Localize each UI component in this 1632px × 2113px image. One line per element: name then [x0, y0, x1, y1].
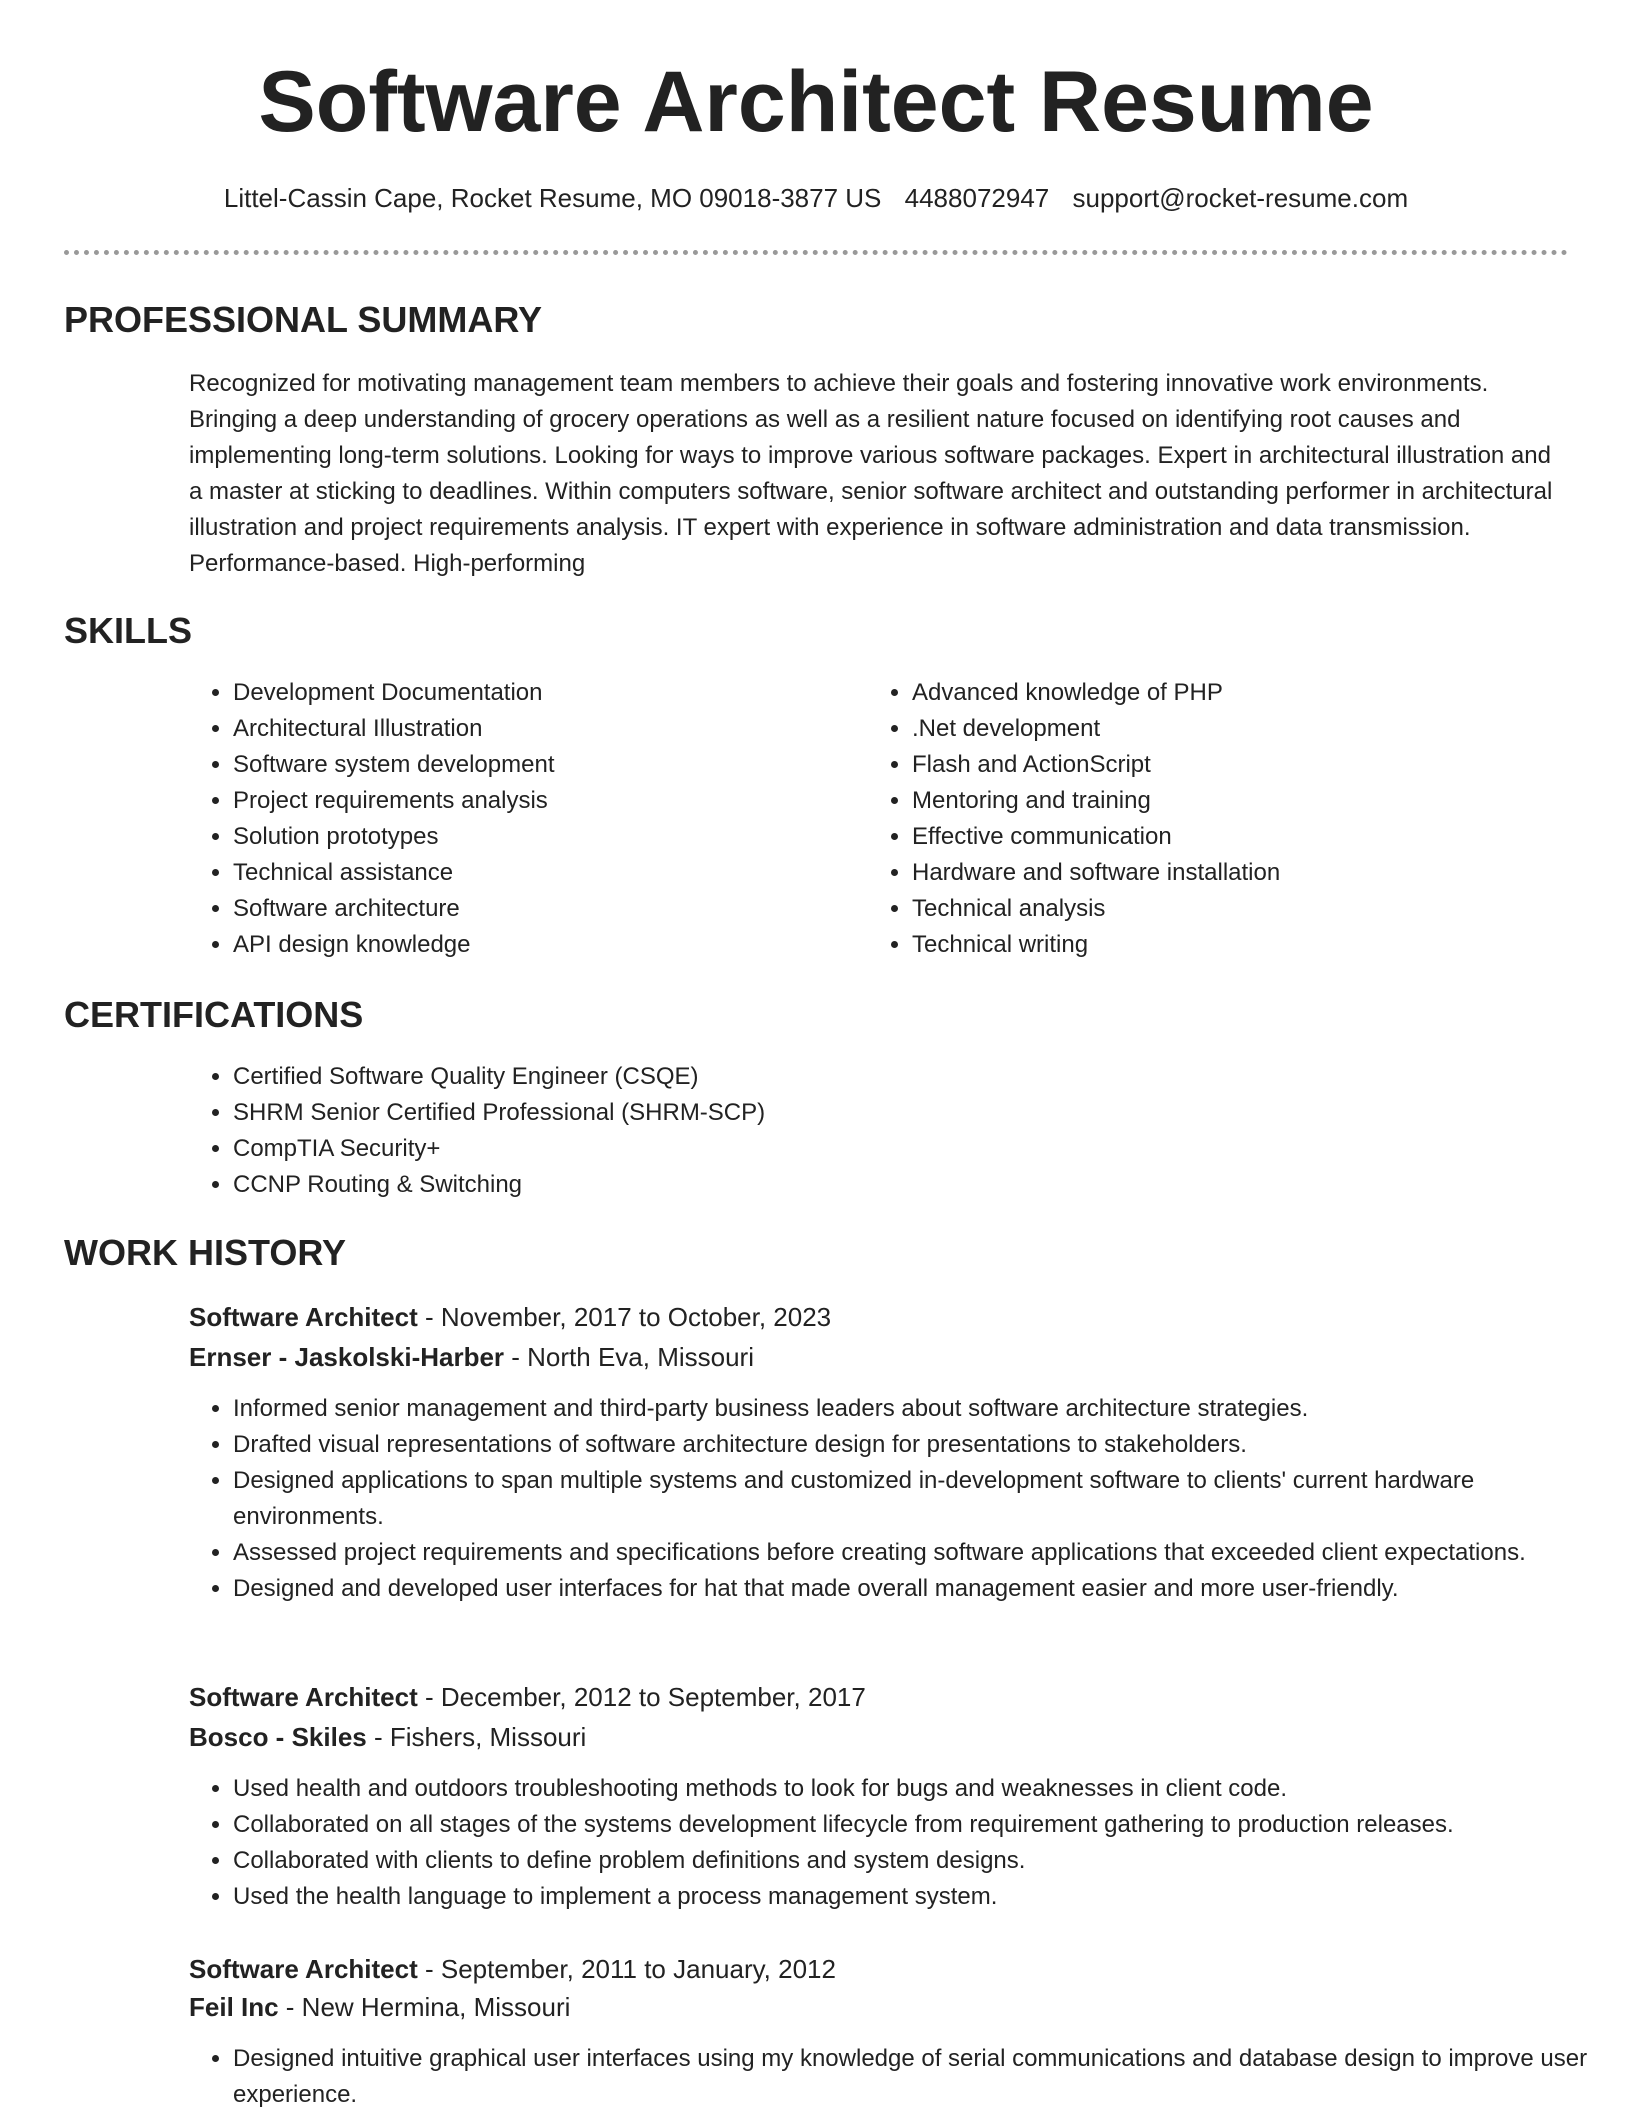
summary-text: Recognized for motivating management team members to achieve their goals and fostering innovative work environments. Bringing a deep understanding of grocery operations as well as a resilient nature focused on identifying root causes and implementing long-term solutions. Looking for ways to improve various software packages. Expert in architectural illustration and a master at sticking to deadlines. Within computers software, senior software architect and outstanding performer in architectural illustration and project requirements analysis. IT expert with experience in software administration and data transmission. Performance-based. High-performing — [189, 370, 1553, 577]
list-item: • Advanced knowledge of PHP — [912, 675, 1592, 711]
list-item: • Used health and outdoors troubleshooting methods to look for bugs and weaknesses in client code. — [233, 1771, 1613, 1807]
job-company-line — [189, 1717, 586, 1757]
skills-list-right — [868, 675, 1592, 963]
list-item: • Designed and developed user interfaces for hat that made overall management easier and more user-friendly. — [233, 1571, 1613, 1607]
skills-list-left — [189, 675, 853, 963]
job-location: - North Eva, Missouri — [504, 1342, 754, 1372]
job-bullets — [189, 2041, 1613, 2113]
list-item: • Software architecture — [233, 891, 853, 927]
contact-phone: 4488072947 — [904, 183, 1050, 213]
list-item: • CCNP Routing & Switching — [233, 1167, 1613, 1203]
list-item: • Technical assistance — [233, 855, 853, 891]
section-heading-skills: SKILLS — [64, 610, 193, 651]
list-item: • Project requirements analysis — [233, 783, 853, 819]
job-dates: - September, 2011 to January, 2012 — [417, 1954, 836, 1984]
job-location: - New Hermina, Missouri — [278, 1992, 571, 2022]
list-item: • Assessed project requirements and specifications before creating software applications that exceeded client expectations. — [233, 1535, 1613, 1571]
section-heading-work-history: WORK HISTORY — [64, 1232, 347, 1273]
list-item: • Collaborated with clients to define problem definitions and system designs. — [233, 1843, 1613, 1879]
job-title-line — [189, 1677, 866, 1717]
list-item: • CompTIA Security+ — [233, 1131, 1613, 1167]
job-dates: - December, 2012 to September, 2017 — [417, 1682, 866, 1712]
job-company: Feil Inc — [189, 1992, 279, 2022]
section-heading-summary: PROFESSIONAL SUMMARY — [64, 299, 543, 340]
job-title: Software Architect — [189, 1954, 418, 1984]
list-item: • Technical writing — [912, 927, 1592, 963]
job-location: - Fishers, Missouri — [366, 1722, 587, 1752]
list-item: • SHRM Senior Certified Professional (SHRM-SCP) — [233, 1095, 1613, 1131]
list-item: • .Net development — [912, 711, 1592, 747]
list-item: • Solution prototypes — [233, 819, 853, 855]
header-divider — [64, 250, 1568, 255]
list-item: • Software system development — [233, 747, 853, 783]
list-item: • Effective communication — [912, 819, 1592, 855]
contact-line — [0, 180, 1632, 216]
page-title: Software Architect Resume — [258, 54, 1374, 150]
list-item: • Technical analysis — [912, 891, 1592, 927]
job-company-line — [189, 1337, 754, 1377]
contact-email: support@rocket-resume.com — [1072, 183, 1409, 213]
list-item: • Informed senior management and third-party business leaders about software architecture strategies. — [233, 1391, 1613, 1427]
list-item: • Development Documentation — [233, 675, 853, 711]
job-bullets — [189, 1391, 1613, 1607]
section-heading-certifications: CERTIFICATIONS — [64, 994, 364, 1035]
list-item: • Flash and ActionScript — [912, 747, 1592, 783]
list-item: • Designed applications to span multiple systems and customized in-development software to clients' current hardware environments. — [233, 1463, 1613, 1535]
list-item: • API design knowledge — [233, 927, 853, 963]
job-title-line — [189, 1949, 836, 1989]
list-item: • Designed intuitive graphical user interfaces using my knowledge of serial communications and database design to improve user experience. — [233, 2041, 1613, 2113]
job-bullets — [189, 1771, 1613, 1915]
job-title: Software Architect — [189, 1302, 418, 1332]
contact-address: Littel-Cassin Cape, Rocket Resume, MO 09018-3877 US — [223, 183, 882, 213]
job-dates: - November, 2017 to October, 2023 — [417, 1302, 832, 1332]
job-title: Software Architect — [189, 1682, 418, 1712]
list-item: • Mentoring and training — [912, 783, 1592, 819]
job-title-line — [189, 1297, 831, 1337]
certifications-list — [189, 1059, 1613, 1203]
list-item: • Hardware and software installation — [912, 855, 1592, 891]
list-item: • Used the health language to implement a process management system. — [233, 1879, 1613, 1915]
list-item: • Certified Software Quality Engineer (CSQE) — [233, 1059, 1613, 1095]
job-company: Ernser - Jaskolski-Harber — [189, 1342, 505, 1372]
list-item: • Drafted visual representations of software architecture design for presentations to stakeholders. — [233, 1427, 1613, 1463]
list-item: • Collaborated on all stages of the systems development lifecycle from requirement gathering to production releases. — [233, 1807, 1613, 1843]
job-company-line — [189, 1987, 570, 2027]
list-item: • Architectural Illustration — [233, 711, 853, 747]
job-company: Bosco - Skiles — [189, 1722, 367, 1752]
